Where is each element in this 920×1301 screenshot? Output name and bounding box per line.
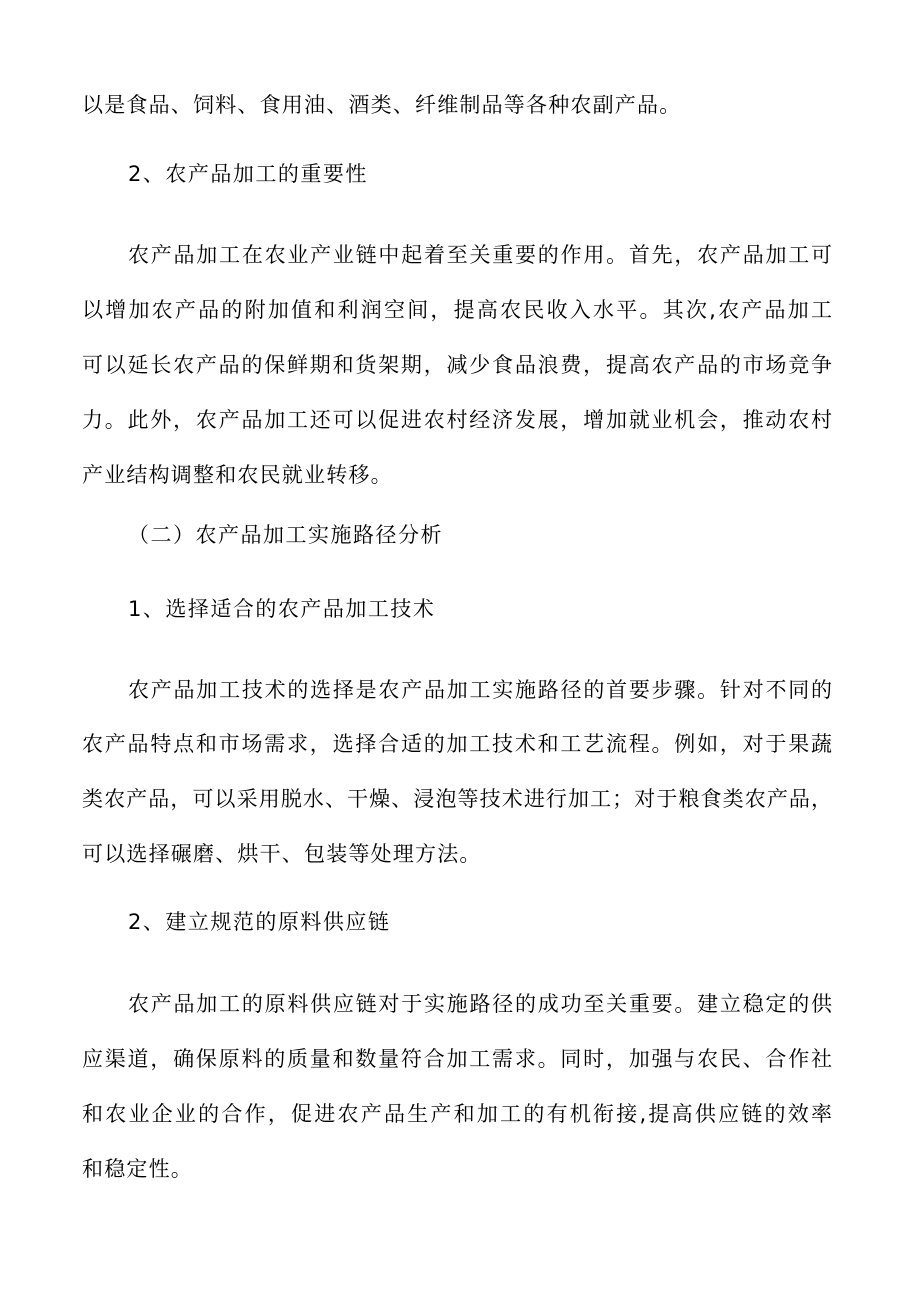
paragraph-line: 和农业企业的合作，促进农产品生产和加工的有机衔接,提高供应链的效率 (82, 1102, 832, 1126)
paragraph-line: 农产品加工技术的选择是农产品加工实施路径的首要步骤。针对不同的 (128, 678, 832, 702)
paragraph-line: 农产品特点和市场需求，选择合适的加工技术和工艺流程。例如，对于果蔬 (82, 732, 832, 756)
paragraph-line: 可以选择碾磨、烘干、包装等处理方法。 (82, 842, 482, 866)
paragraph-line: 以是食品、饲料、食用油、酒类、纤维制品等各种农副产品。 (82, 93, 682, 117)
paragraph-line: 和稳定性。 (82, 1157, 193, 1181)
paragraph-line: 应渠道，确保原料的质量和数量符合加工需求。同时，加强与农民、合作社 (82, 1047, 832, 1071)
paragraph-line: 可以延长农产品的保鲜期和货架期，减少食品浪费，提高农产品的市场竞争 (82, 353, 832, 377)
section-heading: 2、农产品加工的重要性 (128, 162, 368, 186)
paragraph-line: 力。此外，农产品加工还可以促进农村经济发展，增加就业机会，推动农村 (82, 408, 832, 432)
paragraph-line: 类农产品，可以采用脱水、干燥、浸泡等技术进行加工；对于粮食类农产品， (82, 787, 832, 811)
section-heading: 2、建立规范的原料供应链 (128, 910, 391, 934)
paragraph-line: 以增加农产品的附加值和利润空间，提高农民收入水平。其次,农产品加工 (82, 298, 832, 322)
paragraph-line: 农产品加工在农业产业链中起着至关重要的作用。首先，农产品加工可 (128, 243, 832, 267)
paragraph-line: 产业结构调整和农民就业转移。 (82, 463, 393, 487)
section-heading: 1、选择适合的农产品加工技术 (128, 597, 436, 621)
paragraph-line: 农产品加工的原料供应链对于实施路径的成功至关重要。建立稳定的供 (128, 992, 832, 1016)
section-heading: （二）农产品加工实施路径分析 (128, 523, 443, 547)
